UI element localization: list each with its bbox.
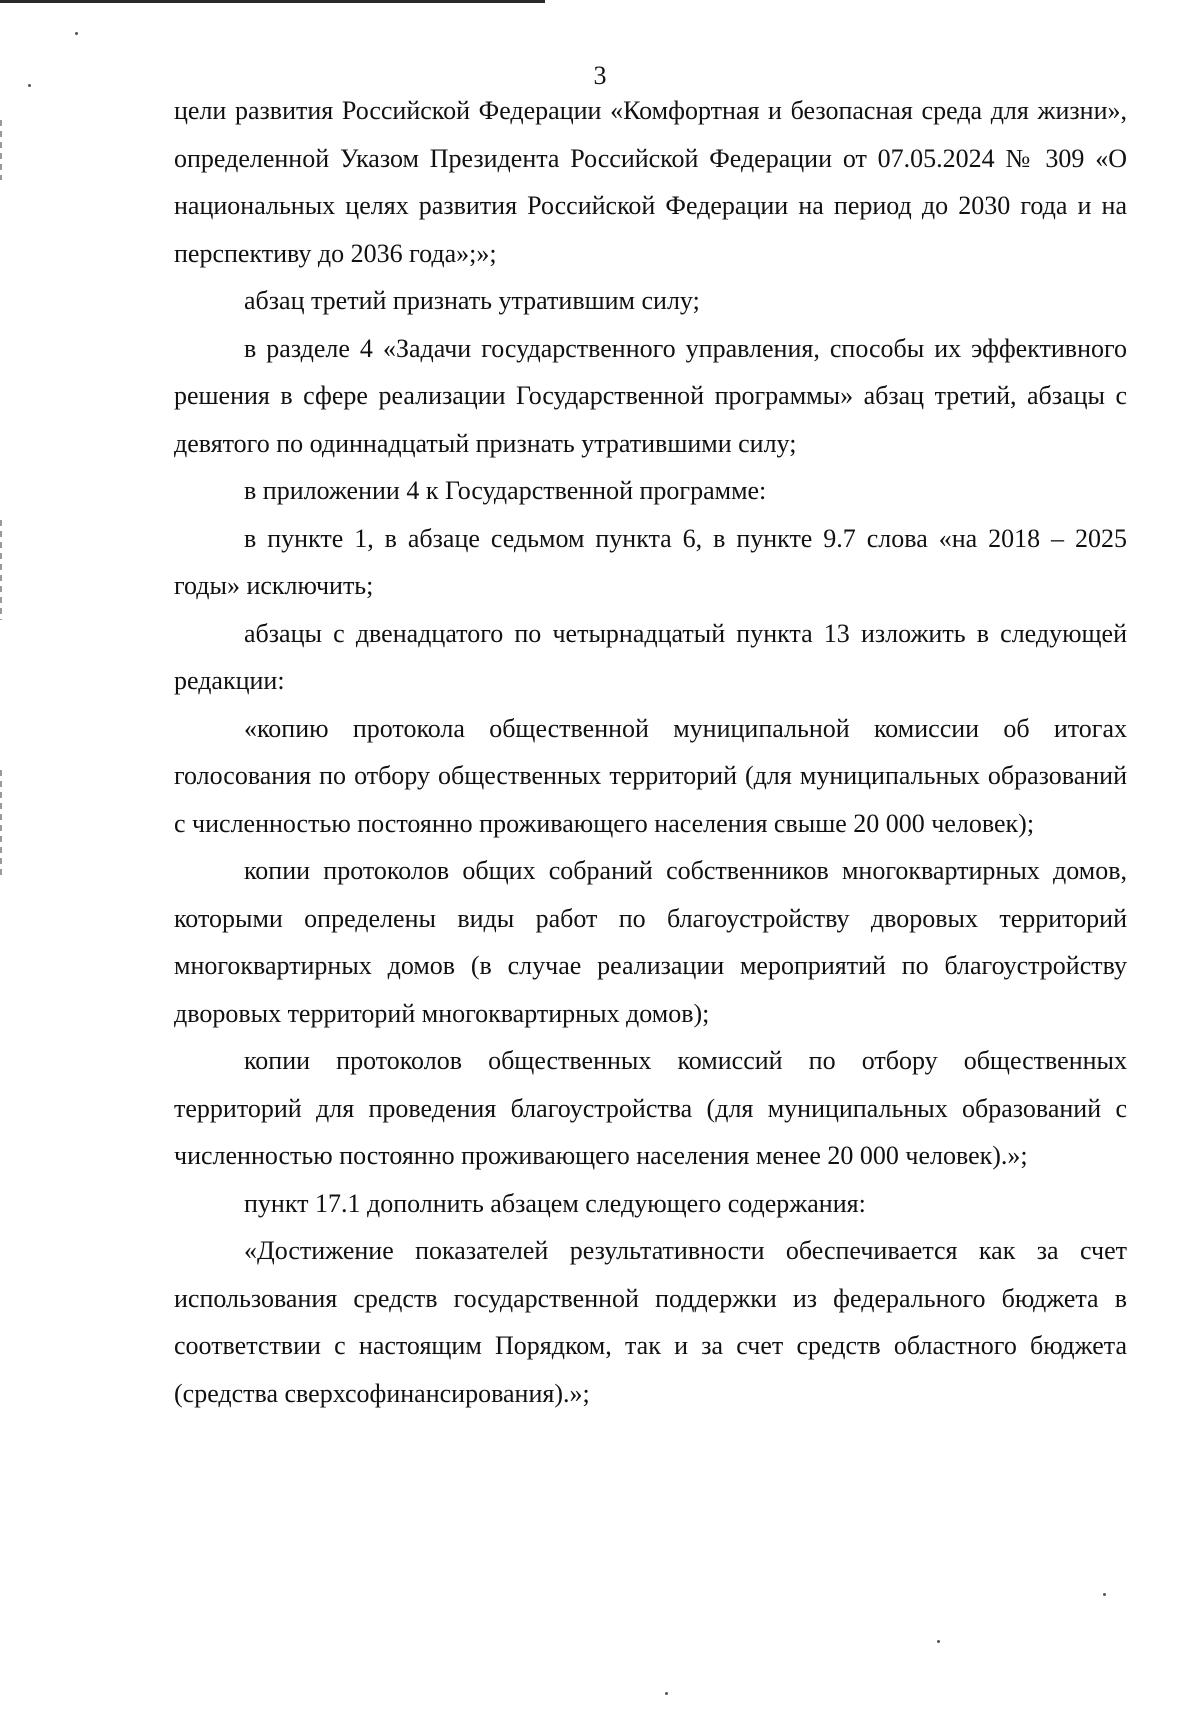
scan-top-edge-line [0,0,545,3]
paragraph: копии протоколов общественных комиссий по отбору общественных территорий для проведения благоустройства (для муниципальных образований с численностью постоянно проживающего населения менее 20 000 человек).»; [174,1046,1127,1170]
paragraph: абзац третий признать утратившим силу; [244,286,700,315]
scan-speck [665,1692,668,1695]
scan-left-edge-marks [0,770,2,880]
scan-speck [75,32,78,35]
paragraph: абзацы с двенадцатого по четырнадцатый пункта 13 изложить в следующей редакции: [174,618,1127,695]
paragraph: в разделе 4 «Задачи государственного управления, способы их эффективного решения в сфере реализации Государственной программы» абзац третий, абзацы с девятого по одиннадцатый признать утратившими силу; [174,333,1127,458]
scan-left-edge-marks [0,120,2,180]
paragraph-intro-continuation: цели развития Российской Федерации «Комфортная и безопасная среда для жизни», определенной Указом Президента Российской Федерации от 07.05.2024 № 309 «О национальных целях развития Российской Федерации на период до 2030 года и на перспективу до 2036 года»;»; [174,96,1127,268]
paragraph: «Достижение показателей результативности обеспечивается как за счет использования средств государственной поддержки из федерального бюджета в соответствии с настоящим Порядком, так и за счет средств областного бюджета (средства сверхсофинансирования).»; [174,1236,1127,1408]
scan-speck [1103,1593,1106,1596]
scan-speck [937,1640,940,1643]
paragraph: пункт 17.1 дополнить абзацем следующего содержания: [244,1188,866,1218]
scan-left-edge-marks [0,520,2,620]
paragraph: «копию протокола общественной муниципальной комиссии об итогах голосования по отбору общественных территорий (для муниципальных образований с численностью постоянно проживающего населения свыше 20 000 человек); [174,713,1127,838]
paragraph: в пункте 1, в абзаце седьмом пункта 6, в пункте 9.7 слова «на 2018 – 2025 годы» исключить; [174,523,1127,600]
paragraph: копии протоколов общих собраний собственников многоквартирных домов, которыми определены виды работ по благоустройству дворовых территорий многоквартирных домов (в случае реализации мероприятий по благоустройству дворовых территорий многоквартирных домов); [174,856,1127,1028]
page-number: 3 [593,61,607,90]
paragraph: в приложении 4 к Государственной программе: [244,476,767,505]
document-body [174,87,1127,1417]
